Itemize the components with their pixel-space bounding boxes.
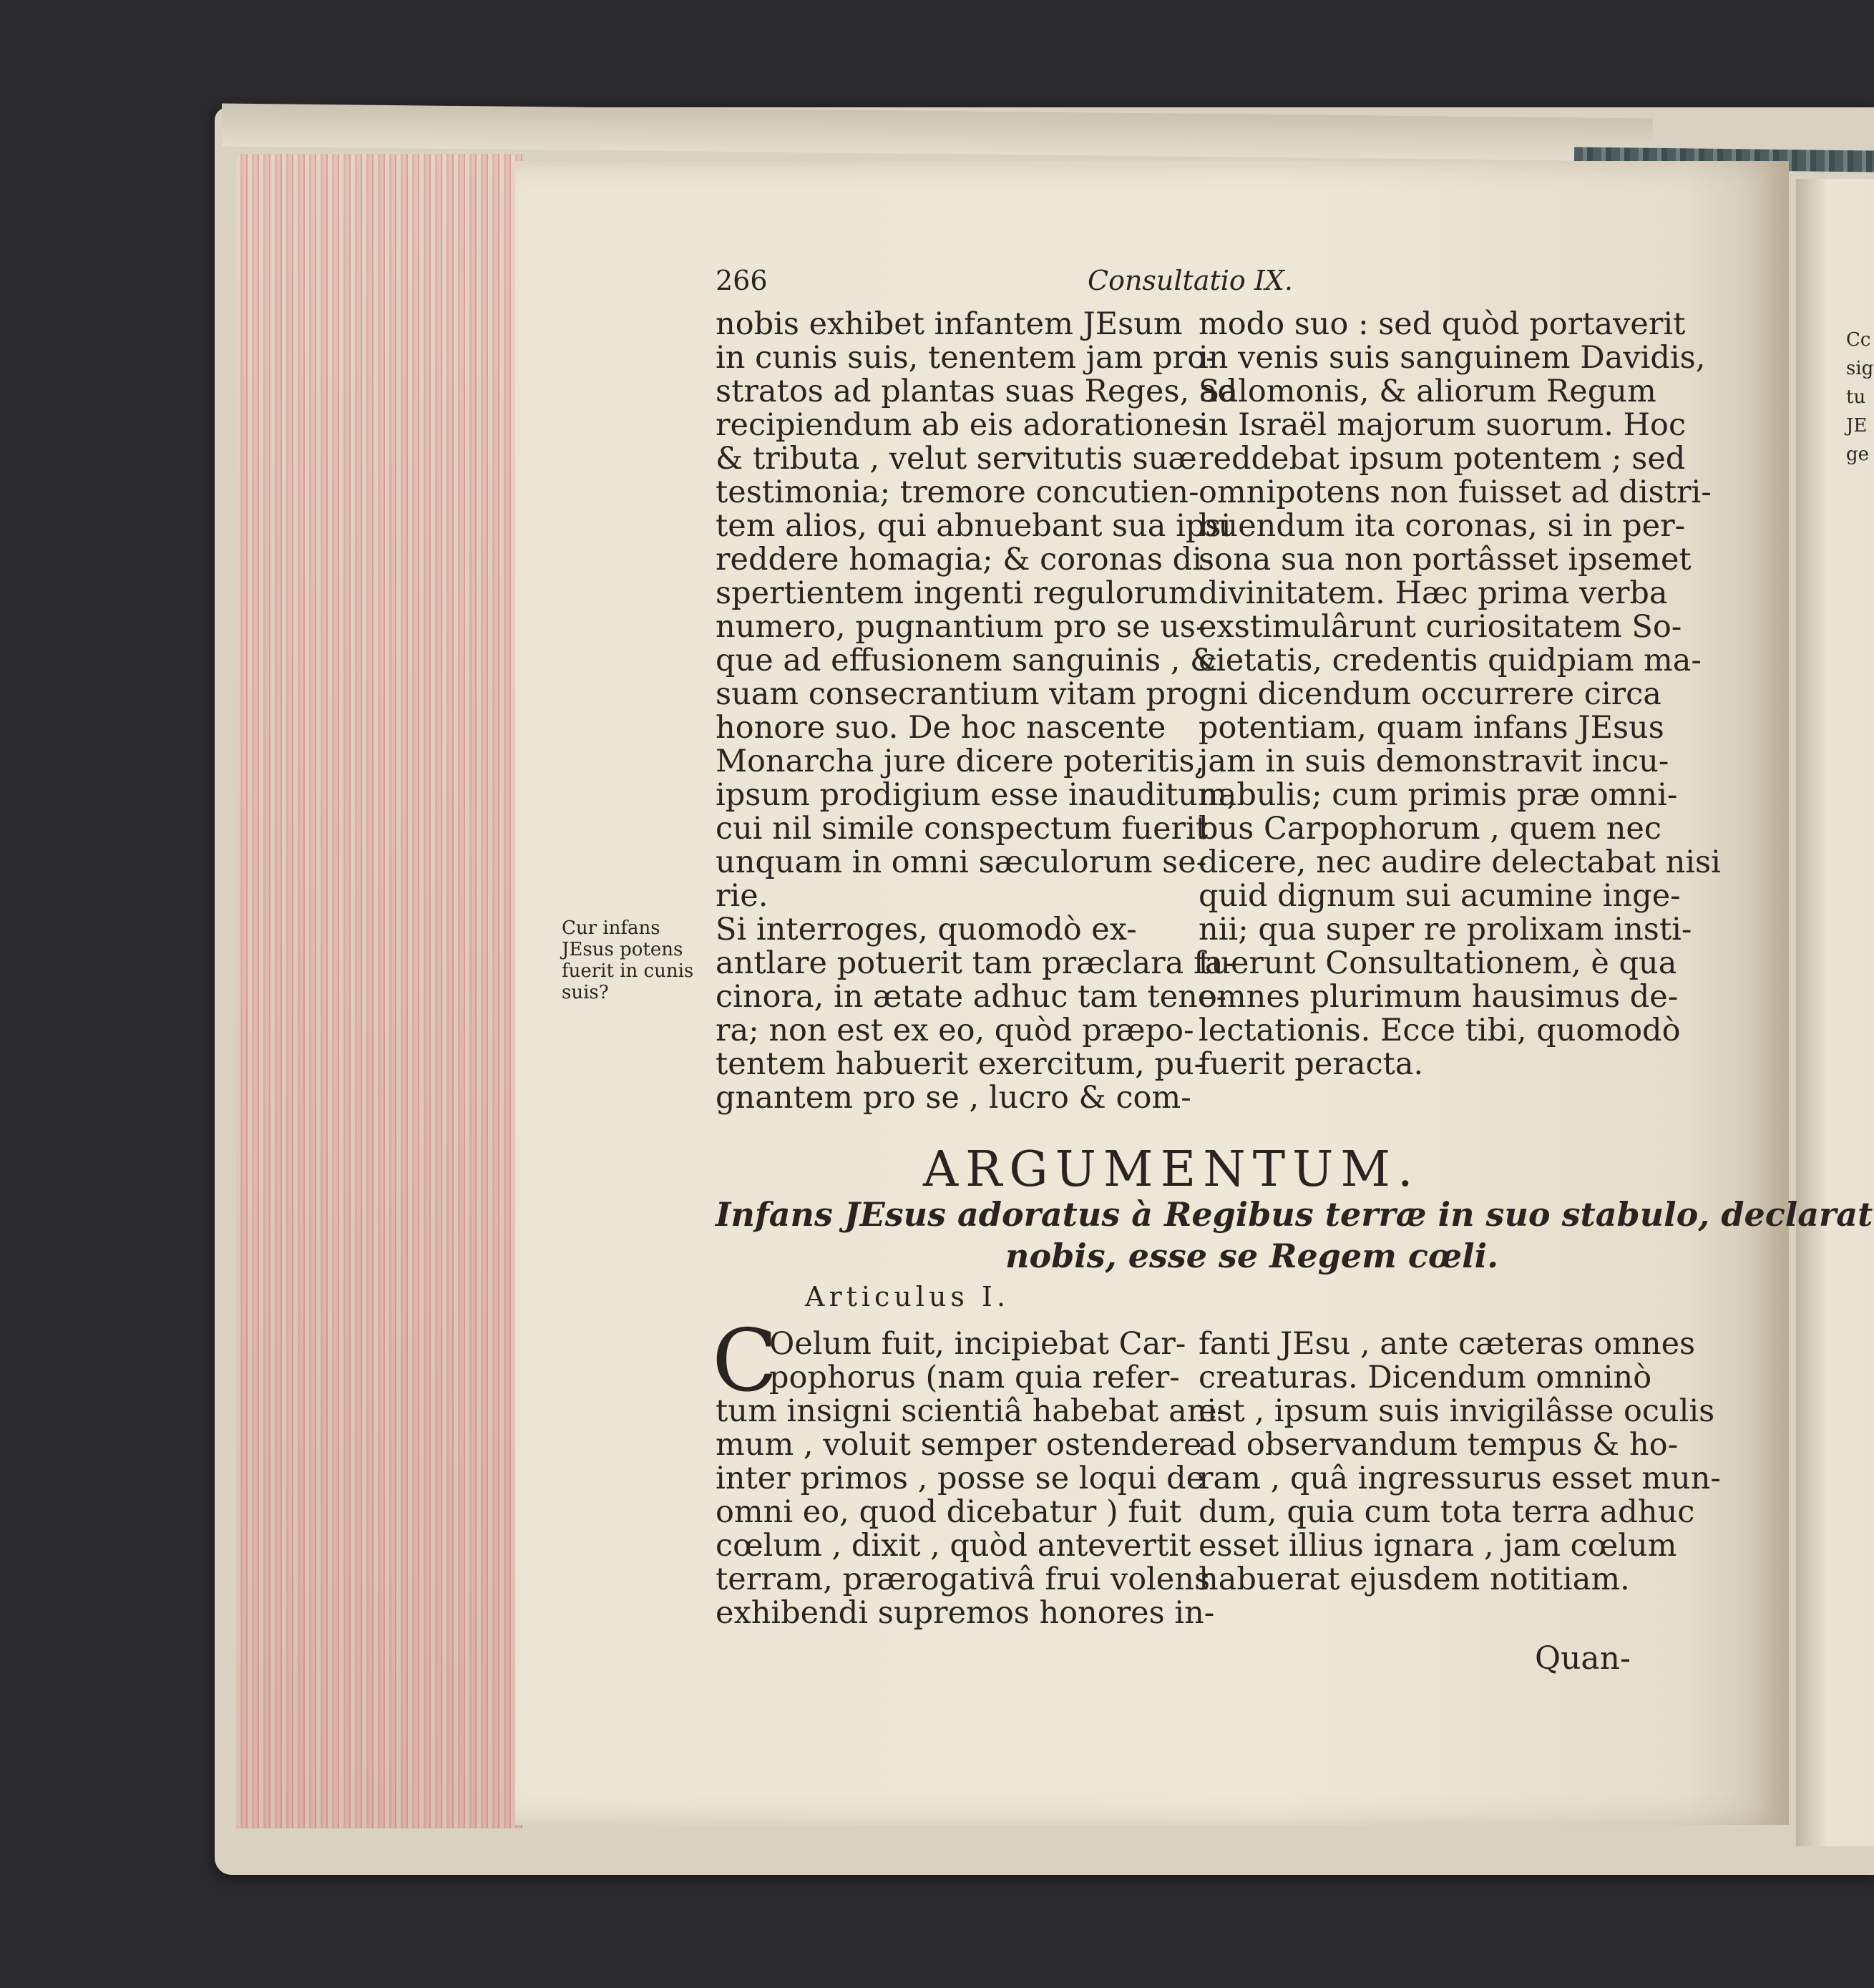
text-line: testimonia; tremore concutien- <box>716 474 1199 510</box>
text-line: tuerunt Consultationem, è qua <box>1199 945 1677 981</box>
section1-right-column <box>1199 306 1721 1082</box>
page-number: 266 <box>716 265 768 296</box>
text-line: rie. <box>716 878 768 914</box>
text-line: mum , voluit semper ostendere <box>716 1427 1202 1463</box>
text-line: exhibendi supremos honores in- <box>716 1595 1215 1631</box>
text-line: nabulis; cum primis præ omni- <box>1199 777 1678 813</box>
text-line: in Israël majorum suorum. Hoc <box>1199 407 1687 443</box>
text-line: terram, prærogativâ frui volens <box>716 1561 1211 1597</box>
text-line: Oelum fuit, incipiebat Car- <box>769 1326 1186 1362</box>
text-line: antlare potuerit tam præclara fa- <box>716 945 1234 981</box>
text-line: dum, quia cum tota terra adhuc <box>1199 1494 1695 1530</box>
articulus-heading: Articulus I. <box>805 1281 1010 1312</box>
drop-cap: C <box>712 1312 778 1411</box>
text-line: jam in suis demonstravit incu- <box>1199 744 1669 779</box>
text-line: Si interroges, quomodò ex- <box>716 912 1137 947</box>
running-title: Consultatio IX. <box>1088 265 1294 296</box>
text-line: tentem habuerit exercitum, pu- <box>716 1046 1205 1082</box>
text-line: divinitatem. Hæc prima verba <box>1199 575 1668 611</box>
text-line: quid dignum sui acumine inge- <box>1199 878 1681 914</box>
argumentum-subtitle-line1: Infans JEsus adoratus à Regibus terræ in suo stabulo, declarat <box>716 1195 1873 1234</box>
text-line: reddebat ipsum potentem ; sed <box>1199 441 1686 477</box>
text-line: in venis suis sanguinem Davidis, <box>1199 340 1706 376</box>
text-line: reddere homagia; & coronas di- <box>716 542 1213 578</box>
text-line: spertientem ingenti regulorum <box>716 575 1198 611</box>
text-line: ra; non est ex eo, quòd præpo- <box>716 1013 1194 1048</box>
text-line: cinora, in ætate adhuc tam tene- <box>716 979 1226 1015</box>
catchword: Quan- <box>1535 1640 1631 1677</box>
text-line: dicere, nec audire delectabat nisi <box>1199 844 1721 880</box>
text-line: gnantem pro se , lucro & com- <box>716 1080 1191 1116</box>
text-line: ram , quâ ingressurus esset mun- <box>1199 1461 1721 1496</box>
marginal-line: JEsus potens <box>562 939 683 960</box>
text-line: sona sua non portâsset ipsemet <box>1199 542 1692 578</box>
text-line: Monarcha jure dicere poteritis, <box>716 744 1205 779</box>
text-line: buendum ita coronas, si in per- <box>1199 508 1686 544</box>
section2-left-column <box>716 1326 1227 1631</box>
text-line: recipiendum ab eis adorationes <box>716 407 1208 443</box>
facing-page-fragment: ge <box>1846 444 1870 465</box>
text-line: in cunis suis, tenentem jam pro- <box>716 340 1216 376</box>
marginal-line: Cur infans <box>562 917 660 939</box>
argumentum-subtitle-line2: nobis, esse se Regem cœli. <box>1005 1237 1499 1275</box>
text-line: tum insigni scientiâ habebat ani- <box>716 1393 1227 1429</box>
facing-page-edge <box>1796 179 1874 1846</box>
text-line: lectationis. Ecce tibi, quomodò <box>1199 1013 1681 1048</box>
argumentum-heading: ARGUMENTUM. <box>923 1141 1420 1198</box>
text-line: suam consecrantium vitam pro <box>716 676 1199 712</box>
marginal-line: fuerit in cunis <box>562 960 694 982</box>
text-line: numero, pugnantium pro se us- <box>716 609 1206 645</box>
page-header <box>716 265 1302 301</box>
text-line: omnipotens non fuisset ad distri- <box>1199 474 1712 510</box>
text-line: fuerit peracta. <box>1199 1046 1424 1082</box>
marginal-note <box>562 917 719 1003</box>
text-line: potentiam, quam infans JEsus <box>1199 710 1664 746</box>
text-line: tem alios, qui abnuebant sua ipsi <box>716 508 1231 544</box>
text-line: creaturas. Dicendum omninò <box>1199 1360 1652 1395</box>
text-line: ad observandum tempus & ho- <box>1199 1427 1679 1463</box>
text-line: modo suo : sed quòd portaverit <box>1199 306 1686 342</box>
facing-page-fragment: Cc <box>1846 329 1871 351</box>
text-line: habuerat ejusdem notitiam. <box>1199 1561 1630 1597</box>
text-line: omni eo, quod dicebatur ) fuit <box>716 1494 1182 1530</box>
section2-right-column <box>1199 1326 1721 1597</box>
section1-left-column <box>716 306 1238 1116</box>
marginal-line: suis? <box>562 982 609 1003</box>
facing-page-fragment: JE <box>1846 415 1868 437</box>
text-line: stratos ad plantas suas Reges, ad <box>716 374 1238 409</box>
text-line: exstimulârunt curiositatem So- <box>1199 609 1682 645</box>
text-line: cui nil simile conspectum fuerit <box>716 811 1209 847</box>
text-line: que ad effusionem sanguinis , & <box>716 643 1218 678</box>
text-line: fanti JEsu , ante cæteras omnes <box>1199 1326 1696 1362</box>
text-line: gni dicendum occurrere circa <box>1199 676 1661 712</box>
facing-page-fragment: tu <box>1846 386 1866 408</box>
text-line: ipsum prodigium esse inauditum, <box>716 777 1237 813</box>
text-line: esset illius ignara , jam cœlum <box>1199 1528 1677 1564</box>
text-line: Salomonis, & aliorum Regum <box>1199 374 1656 409</box>
text-line: inter primos , posse se loqui de <box>716 1461 1205 1496</box>
text-line: est , ipsum suis invigilâsse oculis <box>1199 1393 1715 1429</box>
text-line: omnes plurimum hausimus de- <box>1199 979 1679 1015</box>
text-line: honore suo. De hoc nascente <box>716 710 1166 746</box>
text-line: nobis exhibet infantem JEsum <box>716 306 1183 342</box>
text-line: cietatis, credentis quidpiam ma- <box>1199 643 1702 678</box>
text-line: & tributa , velut servitutis suæ <box>716 441 1197 477</box>
text-line: bus Carpophorum , quem nec <box>1199 811 1661 847</box>
page-edges <box>236 154 522 1828</box>
text-line: unquam in omni sæculorum se- <box>716 844 1207 880</box>
text-line: nii; qua super re prolixam insti- <box>1199 912 1692 947</box>
text-line: cœlum , dixit , quòd antevertit <box>716 1528 1191 1564</box>
text-line: pophorus (nam quia refer- <box>769 1360 1180 1395</box>
facing-page-fragment: sig <box>1846 358 1874 379</box>
